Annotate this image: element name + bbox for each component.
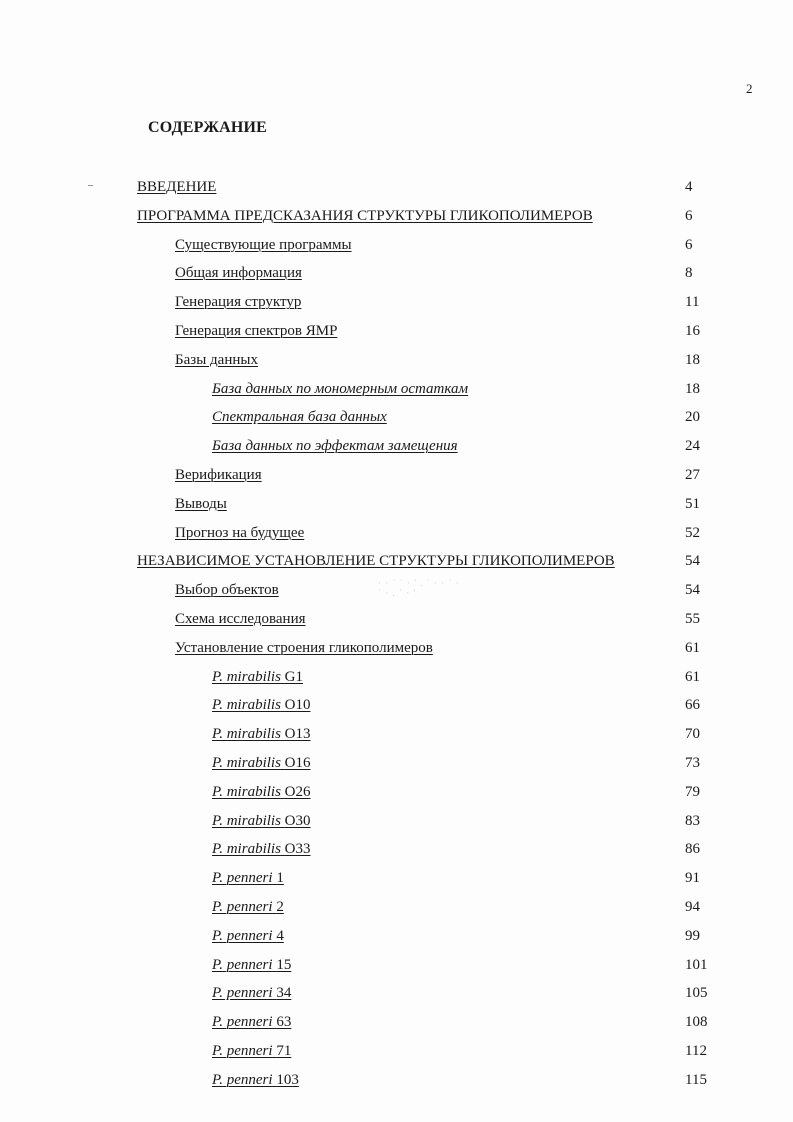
toc-entry-link[interactable]: Схема исследования	[175, 610, 306, 627]
toc-page-number: 66	[685, 697, 700, 714]
toc-row	[0, 636, 793, 665]
toc-row	[0, 809, 793, 838]
toc-entry-genus: P. mirabilis	[212, 726, 281, 743]
toc-row	[0, 1068, 793, 1097]
toc-entry-link[interactable]: Существующие программы	[175, 236, 352, 253]
toc-entry-link[interactable]	[212, 751, 311, 775]
toc-page-number: 52	[685, 524, 700, 541]
toc-entry-strain: 103	[276, 1071, 299, 1088]
table-of-contents	[0, 175, 793, 1097]
toc-row	[0, 665, 793, 694]
toc-entry-link[interactable]	[212, 722, 311, 746]
toc-entry-link[interactable]	[212, 837, 311, 861]
toc-row	[0, 233, 793, 262]
toc-page-number: 6	[685, 207, 693, 224]
toc-entry-link[interactable]: Выбор объектов	[175, 582, 279, 599]
toc-page-number: 54	[685, 582, 700, 599]
page-number: 2	[746, 81, 753, 96]
toc-row	[0, 434, 793, 463]
toc-page-number: 18	[685, 380, 700, 397]
toc-entry-link[interactable]: Спектральная база данных	[212, 409, 387, 426]
toc-entry-genus: P. penneri	[212, 1071, 273, 1088]
toc-entry-strain: 63	[276, 1014, 292, 1031]
toc-entry-link[interactable]: Базы данных	[175, 351, 258, 368]
toc-row	[0, 866, 793, 895]
toc-page-number: 70	[685, 726, 700, 743]
toc-entry-link[interactable]	[212, 780, 311, 804]
toc-entry-link[interactable]	[212, 953, 291, 977]
toc-entry-link[interactable]: Верификация	[175, 466, 262, 483]
toc-entry-link[interactable]: Генерация спектров ЯМР	[175, 322, 338, 339]
toc-entry-link[interactable]	[212, 1068, 299, 1092]
toc-page-number: 27	[685, 466, 700, 483]
toc-page-number: 79	[685, 783, 700, 800]
toc-entry-link[interactable]: Прогноз на будущее	[175, 524, 305, 541]
toc-page-number: 86	[685, 841, 700, 858]
toc-entry-link[interactable]	[212, 665, 303, 689]
toc-entry-link[interactable]: НЕЗАВИСИМОЕ УСТАНОВЛЕНИЕ СТРУКТУРЫ ГЛИКОПОЛИМЕРОВ	[137, 553, 615, 570]
toc-row	[0, 693, 793, 722]
toc-row	[0, 722, 793, 751]
toc-entry-strain: O16	[284, 754, 311, 771]
toc-entry-link[interactable]	[212, 1039, 291, 1063]
toc-page-number: 6	[685, 236, 693, 253]
toc-row	[0, 837, 793, 866]
toc-row	[0, 924, 793, 953]
toc-entry-genus: P. penneri	[212, 870, 273, 887]
toc-entry-link[interactable]: Выводы	[175, 495, 227, 512]
toc-entry-link[interactable]: ПРОГРАММА ПРЕДСКАЗАНИЯ СТРУКТУРЫ ГЛИКОПОЛИМЕРОВ	[137, 207, 593, 224]
toc-row	[0, 549, 793, 578]
toc-row	[0, 953, 793, 982]
toc-entry-genus: P. mirabilis	[212, 783, 281, 800]
toc-row	[0, 261, 793, 290]
toc-entry-genus: P. mirabilis	[212, 697, 281, 714]
toc-entry-strain: 4	[276, 927, 284, 944]
toc-entry-strain: 15	[276, 956, 292, 973]
toc-entry-strain: O13	[284, 726, 311, 743]
scan-smudge-artifact: · · ˙ ˙ · ' . ˙ · · ˙ · ˙ · . ˙ · '	[378, 578, 460, 598]
toc-entry-link[interactable]	[212, 693, 311, 717]
toc-entry-strain: 2	[276, 898, 284, 915]
toc-entry-link[interactable]: Установление строения гликополимеров	[175, 639, 433, 656]
toc-entry-link[interactable]	[212, 866, 284, 890]
toc-page-number: 11	[685, 294, 700, 311]
toc-page-number: 18	[685, 351, 700, 368]
toc-page-number: 105	[685, 985, 708, 1002]
toc-entry-link[interactable]	[212, 981, 291, 1005]
toc-entry-genus: P. penneri	[212, 956, 273, 973]
toc-page-number: 8	[685, 265, 693, 282]
toc-entry-strain: O10	[284, 697, 311, 714]
toc-page-number: 83	[685, 812, 700, 829]
toc-row	[0, 981, 793, 1010]
toc-page-number: 94	[685, 898, 700, 915]
toc-entry-genus: P. penneri	[212, 898, 273, 915]
toc-entry-link[interactable]	[212, 895, 284, 919]
toc-row	[0, 1039, 793, 1068]
toc-entry-link[interactable]	[212, 924, 284, 948]
toc-entry-strain: G1	[284, 668, 303, 685]
toc-entry-genus: P. penneri	[212, 1042, 273, 1059]
toc-entry-strain: O30	[284, 812, 311, 829]
toc-row	[0, 348, 793, 377]
toc-row	[0, 521, 793, 550]
toc-page-number: 4	[685, 179, 693, 195]
toc-entry-link[interactable]: ВВЕДЕНИЕ	[137, 179, 217, 195]
toc-row	[0, 780, 793, 809]
toc-row	[0, 175, 793, 204]
toc-title: СОДЕРЖАНИЕ	[148, 119, 268, 136]
toc-entry-link[interactable]: Генерация структур	[175, 294, 302, 311]
toc-entry-genus: P. mirabilis	[212, 841, 281, 858]
toc-page-number: 16	[685, 322, 700, 339]
toc-page-number: 91	[685, 870, 700, 887]
toc-page-number: 61	[685, 639, 700, 656]
toc-row	[0, 1010, 793, 1039]
toc-entry-genus: P. penneri	[212, 1014, 273, 1031]
toc-entry-genus: P. mirabilis	[212, 812, 281, 829]
toc-row	[0, 377, 793, 406]
toc-entry-genus: P. mirabilis	[212, 668, 281, 685]
toc-row	[0, 319, 793, 348]
toc-entry-strain: 71	[276, 1042, 292, 1059]
toc-row	[0, 895, 793, 924]
toc-page-number: 112	[685, 1042, 707, 1059]
toc-row	[0, 492, 793, 521]
toc-entry-link[interactable]: База данных по эффектам замещения	[212, 438, 458, 455]
toc-entry-genus: P. penneri	[212, 985, 273, 1002]
toc-entry-genus: P. penneri	[212, 927, 273, 944]
toc-page-number: 54	[685, 553, 700, 570]
toc-page-number: 20	[685, 409, 700, 426]
toc-entry-link[interactable]	[212, 809, 311, 833]
toc-page-number: 101	[685, 956, 708, 973]
toc-page-number: 115	[685, 1071, 707, 1088]
toc-entry-strain: 1	[276, 870, 284, 887]
toc-page-number: 51	[685, 495, 700, 512]
toc-entry-genus: P. mirabilis	[212, 754, 281, 771]
toc-page-number: 108	[685, 1014, 708, 1031]
toc-page-number: 55	[685, 610, 700, 627]
toc-row	[0, 405, 793, 434]
toc-entry-link[interactable]: Общая информация	[175, 265, 302, 282]
toc-page-number: 99	[685, 927, 700, 944]
toc-page-number: 73	[685, 754, 700, 771]
toc-row	[0, 607, 793, 636]
toc-page-number: 24	[685, 438, 700, 455]
toc-entry-strain: 34	[276, 985, 292, 1002]
toc-entry-link[interactable]: База данных по мономерным остаткам	[212, 380, 469, 397]
toc-entry-strain: O26	[284, 783, 311, 800]
toc-page-number: 61	[685, 668, 700, 685]
toc-entry-strain: O33	[284, 841, 311, 858]
toc-row	[0, 204, 793, 233]
toc-entry-link[interactable]	[212, 1010, 291, 1034]
toc-row	[0, 463, 793, 492]
toc-row	[0, 290, 793, 319]
toc-row	[0, 751, 793, 780]
